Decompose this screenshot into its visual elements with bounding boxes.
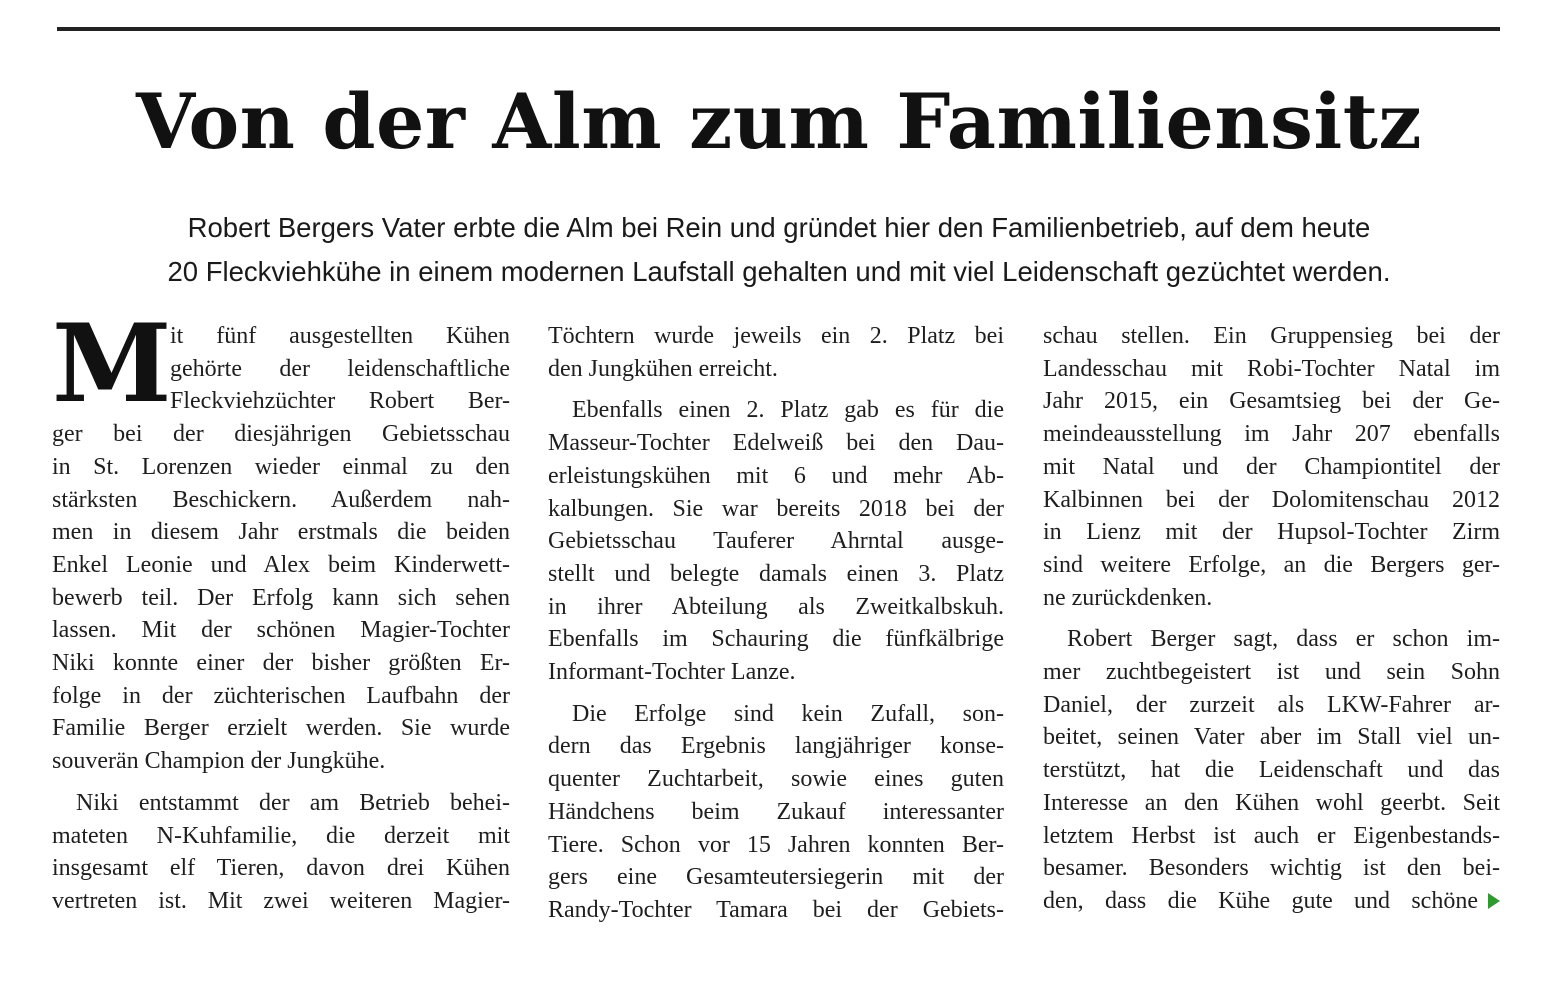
body-line: mer zuchtbegeistert ist und sein Sohn	[1043, 659, 1500, 686]
body-line-with-continue	[1043, 885, 1500, 918]
body-line: Masseur-Tochter Edelweiß bei den Dau-	[548, 430, 1004, 457]
lead-line: Robert Bergers Vater erbte die Alm bei Rein und gründet hier den Familienbetrieb, auf dem heute	[187, 212, 1371, 243]
play-triangle-icon	[1488, 893, 1500, 909]
body-line: Ebenfalls im Schauring die fünfkälbrige	[548, 626, 1004, 653]
body-line: Jahr 2015, ein Gesamtsieg bei der Ge-	[1043, 388, 1500, 415]
body-line: lassen. Mit der schönen Magier-Tochter	[52, 617, 510, 644]
body-line: Informant-Tochter Lanze.	[548, 659, 796, 686]
body-line: terstützt, hat die Leidenschaft und das	[1043, 757, 1500, 784]
body-line: den, dass die Kühe gute und schöne	[1043, 887, 1478, 914]
body-line: in St. Lorenzen wieder einmal zu den	[52, 453, 510, 480]
body-line: Familie Berger erzielt werden. Sie wurde	[52, 715, 510, 742]
body-line: dern das Ergebnis langjähriger konse-	[548, 733, 1004, 760]
drop-cap: M	[52, 301, 172, 427]
lead-line: 20 Fleckviehkühe in einem modernen Laufstall gehalten und mit viel Leidenschaft gezüchtet werden.	[167, 256, 1391, 287]
body-line: besamer. Besonders wichtig ist den bei-	[1043, 855, 1500, 882]
body-line: gers eine Gesamteutersiegerin mit der	[548, 864, 1004, 891]
body-line: gehörte der leidenschaftliche	[170, 355, 510, 382]
body-line: Niki konnte einer der bisher größten Er-	[52, 650, 510, 677]
body-line: Gebietsschau Tauferer Ahrntal ausge-	[548, 528, 1004, 555]
body-line: souverän Champion der Jungkühe.	[52, 748, 386, 775]
body-line: Fleckviehzüchter Robert Ber-	[170, 388, 510, 415]
body-line: insgesamt elf Tieren, davon drei Kühen	[52, 855, 510, 882]
body-line: meindeausstellung im Jahr 207 ebenfalls	[1043, 421, 1500, 448]
body-line: ger bei der diesjährigen Gebietsschau	[52, 421, 510, 448]
body-line: Daniel, der zurzeit als LKW-Fahrer ar-	[1043, 691, 1500, 718]
lead-paragraph	[0, 206, 1558, 294]
body-line: Kalbinnen bei der Dolomitenschau 2012	[1043, 486, 1500, 513]
article-column-3	[1043, 320, 1500, 918]
body-line: Enkel Leonie und Alex beim Kinderwett-	[52, 551, 510, 578]
body-line: mateten N-Kuhfamilie, die derzeit mit	[52, 822, 510, 849]
body-line: beitet, seinen Vater aber im Stall viel un-	[1043, 724, 1500, 751]
body-line: Die Erfolge sind kein Zufall, son-	[572, 700, 1004, 727]
article-column-2	[548, 320, 1004, 927]
body-line: kalbungen. Sie war bereits 2018 bei der	[548, 495, 1004, 522]
body-line: Händchens beim Zukauf interessanter	[548, 798, 1004, 825]
body-line: sind weitere Erfolge, an die Bergers ger-	[1043, 551, 1500, 578]
body-line: Ebenfalls einen 2. Platz gab es für die	[572, 397, 1004, 424]
body-line: men in diesem Jahr erstmals die beiden	[52, 519, 510, 546]
body-line: Tiere. Schon vor 15 Jahren konnten Ber-	[548, 831, 1004, 858]
body-line: bewerb teil. Der Erfolg kann sich sehen	[52, 584, 510, 611]
body-line: stärksten Beschickern. Außerdem nah-	[52, 486, 510, 513]
body-line: it fünf ausgestellten Kühen	[170, 323, 510, 349]
body-line: den Jungkühen erreicht.	[548, 355, 778, 382]
top-rule	[57, 27, 1500, 31]
body-line: Randy-Tochter Tamara bei der Gebiets-	[548, 896, 1004, 923]
body-line: Töchtern wurde jeweils ein 2. Platz bei	[548, 323, 1004, 349]
body-line: schau stellen. Ein Gruppensieg bei der	[1043, 323, 1500, 349]
body-line: erleistungskühen mit 6 und mehr Ab-	[548, 462, 1004, 489]
body-line: quenter Zuchtarbeit, sowie eines guten	[548, 766, 1004, 793]
article-column-1	[52, 320, 510, 918]
body-line: Interesse an den Kühen wohl geerbt. Seit	[1043, 789, 1500, 816]
body-line: Niki entstammt der am Betrieb behei-	[76, 789, 510, 816]
body-line: folge in der züchterischen Laufbahn der	[52, 682, 510, 709]
body-line: stellt und belegte damals einen 3. Platz	[548, 560, 1004, 587]
body-line: ne zurückdenken.	[1043, 584, 1213, 611]
headline: Von der Alm zum Familiensitz	[136, 77, 1422, 166]
body-line: vertreten ist. Mit zwei weiteren Magier-	[52, 887, 510, 914]
body-line: in ihrer Abteilung als Zweitkalbskuh.	[548, 593, 1004, 620]
body-line: mit Natal und der Championtitel der	[1043, 453, 1500, 480]
body-line: Robert Berger sagt, dass er schon im-	[1067, 626, 1500, 653]
body-line: Landesschau mit Robi-Tochter Natal im	[1043, 355, 1500, 382]
body-line: in Lienz mit der Hupsol-Tochter Zirm	[1043, 519, 1500, 546]
body-line: letztem Herbst ist auch er Eigenbestands-	[1043, 822, 1500, 849]
